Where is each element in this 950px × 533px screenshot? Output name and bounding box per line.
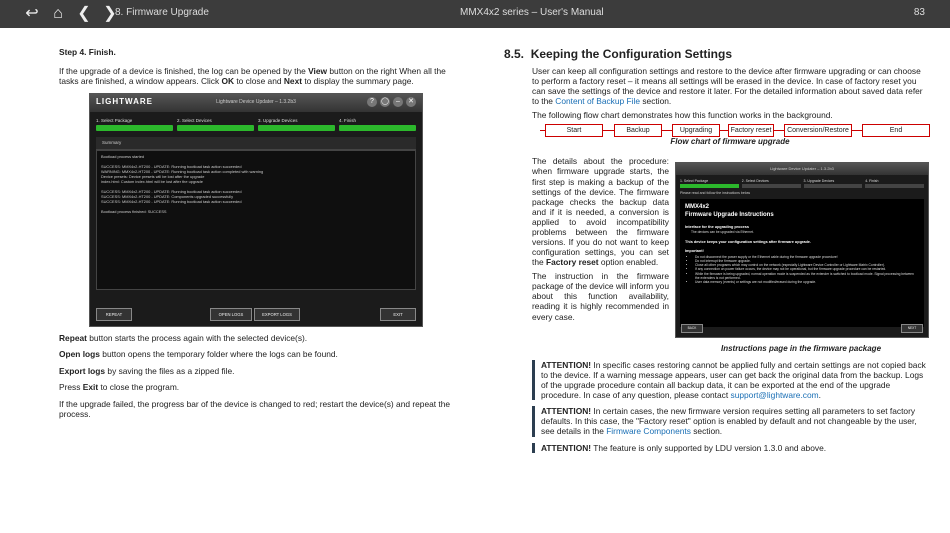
device-name: MMX4x2	[685, 204, 710, 210]
log-line: Device presets: Device presets will be lost after the upgrade	[101, 173, 205, 179]
top-bar	[0, 0, 950, 28]
screenshot-window-title: Lightware Device Updater – 1.3.2b3	[216, 98, 296, 105]
chevron-right-icon[interactable]: ❯	[103, 5, 117, 22]
left-column	[59, 47, 454, 426]
interface-heading: Interface for the upgrading process	[685, 224, 749, 229]
step-label: 3. Upgrade Devices	[803, 179, 835, 183]
progress-step	[96, 118, 173, 132]
progress-step	[339, 118, 416, 132]
list-item: • Close all other programs which may control on the network (especially Lightware Device Controller or Lightware Matrix Controller).	[695, 263, 919, 267]
log-line: SUCCESS: MMX4x2-HT200 - UPDATE: Running bootload task action succeeded	[101, 163, 242, 169]
attention-1	[532, 360, 928, 400]
important-list	[685, 255, 919, 285]
flow-step-end: End	[862, 124, 930, 137]
chevron-left-icon[interactable]: ❮	[77, 5, 91, 22]
attention-label: ATTENTION!	[541, 406, 592, 417]
list-item: • If any connection on power failure occurs, the device may not be operational, but the firmware upgrade procedure can be restarted.	[695, 267, 919, 271]
step-label: 4. Finish	[339, 117, 357, 123]
section-title: Keeping the Configuration Settings	[530, 47, 733, 61]
list-item: • Do not disconnect the power supply or the Ethernet cable during the firmware upgrade procedure!	[695, 255, 919, 259]
page-number: 83	[913, 7, 925, 18]
step-heading	[59, 47, 454, 58]
procedure-text	[532, 156, 669, 321]
attention-1-text: In specific cases restoring cannot be applied fully and certain settings are not copied back to the device. If a warning message appears, user can get back the original data from the backup. Logs of the upgrade procedure contain all backup data, it can be exported at the end of the upgrade procedure. In case of any question, please contact	[541, 360, 926, 401]
home-icon[interactable]: ⌂	[53, 5, 63, 22]
log-line: SUCCESS: MMX4x2-HT200 - UPDATE: Components upgraded successfully	[101, 194, 234, 200]
support-email-link[interactable]: support@lightware.com	[730, 390, 819, 401]
progress-steps	[90, 112, 422, 132]
repeat-button: REPEAT	[96, 308, 132, 321]
intro-text-4: to display the summary page.	[302, 76, 414, 86]
attention-3	[532, 443, 928, 453]
term-open-logs: Open logs	[59, 349, 100, 359]
paragraph-4: The instruction in the firmware package of the device will inform you about this function availability, reading it is highly recommended in every case.	[532, 271, 669, 322]
summary-screenshot	[89, 93, 423, 327]
step-label: 3. Upgrade Devices	[258, 117, 298, 123]
progress-bar	[742, 184, 801, 188]
export-logs-desc: by saving the files as a zipped file.	[105, 365, 235, 376]
progress-bar	[258, 125, 335, 131]
read-note: Please read and follow the instructions below	[680, 191, 751, 195]
flow-step-factory-reset: Factory reset	[728, 124, 774, 137]
shot2-steps	[676, 175, 928, 188]
progress-bar	[177, 125, 254, 131]
step-label: 2. Select Devices	[741, 179, 769, 183]
export-logs-paragraph	[59, 366, 454, 377]
nav-buttons	[22, 4, 120, 24]
step-label: 1. Select Package	[680, 179, 709, 183]
attention-label: ATTENTION!	[541, 360, 592, 370]
step-label: Step 4.	[59, 47, 87, 57]
progress-bar	[96, 125, 173, 131]
term-ok: OK	[221, 76, 235, 86]
instructions-heading: Firmware Upgrade Instructions	[685, 211, 774, 218]
flow-step-conversion: Conversion/Restore	[784, 124, 852, 137]
manual-title: MMX4x2 series – User's Manual	[460, 7, 604, 18]
progress-bar	[339, 125, 416, 131]
flow-caption: Flow chart of firmware upgrade	[670, 137, 790, 147]
help-icon: ?	[367, 97, 377, 107]
shot2-step	[680, 179, 739, 188]
failed-paragraph: If the upgrade failed, the progress bar of the device is changed to red; restart the device(s) and repeat the process.	[59, 398, 451, 419]
progress-bar	[680, 184, 739, 188]
list-item: • User data memory (events) or settings are not modified/erased during the upgrade.	[695, 280, 919, 284]
progress-step	[258, 118, 335, 132]
attention-2-end: section.	[690, 426, 723, 437]
screenshot-titlebar	[90, 94, 422, 112]
para1-end: section.	[640, 96, 672, 107]
repeat-paragraph	[59, 333, 454, 344]
term-repeat: Repeat	[59, 332, 87, 343]
log-line: SUCCESS: MMX4x2-HT200 - UPDATE: Running bootload task action succeeded	[101, 189, 242, 195]
section-heading	[504, 47, 928, 61]
attention-block	[532, 360, 928, 459]
log-line: WARNING: MMX4x2-HT200 - UPDATE: Running bootload task action completed with warning	[101, 168, 264, 174]
open-logs-button: OPEN LOGS	[210, 308, 252, 321]
step-title: Finish.	[88, 47, 116, 57]
term-next: Next	[283, 76, 303, 86]
section-number: 8.5.	[504, 47, 525, 61]
attention-label: ATTENTION!	[541, 442, 592, 453]
open-logs-paragraph	[59, 349, 454, 360]
exit-desc: to close the program.	[98, 382, 180, 392]
exit-pre: Press	[59, 382, 83, 392]
log-line: Bootload process finished: SUCCESS	[101, 209, 167, 215]
step-label: 1. Select Package	[96, 117, 133, 123]
lightware-logo: LIGHTWARE	[96, 96, 153, 106]
paragraph-3	[532, 156, 669, 267]
flow-step-upgrading: Upgrading	[672, 124, 720, 137]
intro-text-3: to close and	[234, 76, 284, 86]
paragraph-2: The following flow chart demonstrates how this function works in the background.	[532, 110, 833, 121]
progress-bar	[804, 184, 863, 188]
step-label: 2. Select Devices	[177, 117, 212, 123]
term-factory-reset: Factory reset	[545, 257, 599, 268]
step-label: 4. Finish	[865, 179, 879, 183]
summary-label: Summary	[96, 137, 416, 150]
important-label: Important!	[685, 248, 704, 253]
log-box	[96, 150, 416, 290]
backup-file-link[interactable]: Content of Backup File	[555, 96, 641, 107]
firmware-components-link[interactable]: Firmware Components	[606, 426, 691, 437]
para1-text: User can keep all configuration settings and restore to the device after firmware upgrading or can choose to perform a factory reset – it means all settings will be erased in the device. In case of factory reset you can save the settings of the device and restore it later. For the detailed information about saved data refer to the	[532, 66, 923, 107]
attention-3-text: The feature is only supported by LDU version 1.3.0 and above.	[591, 442, 827, 453]
interface-note: The devices can be upgraded via Ethernet.	[691, 229, 754, 234]
shot2-step	[865, 179, 924, 188]
attention-2	[532, 406, 928, 436]
log-line: SUCCESS: MMX4x2-HT200 - UPDATE: Running bootload task action succeeded	[101, 199, 242, 205]
next-button: NEXT	[901, 324, 923, 333]
screenshot-buttons	[96, 308, 416, 320]
right-column	[504, 47, 928, 453]
section-body	[532, 66, 928, 120]
intro-text-1: If the upgrade of a device is finished, the log can be opened by the	[59, 65, 309, 76]
para3-text: The details about the procedure: when firmware upgrade starts, the first step is making a backup of the settings of the device. The firmware package checks the backup data and if it is needed, a conversion is applied to avoid incompatibility problems between the firmware versions. If you do not want to keep configuration settings, you can set the	[532, 156, 669, 268]
shot2-step	[804, 179, 863, 188]
term-export-logs: Export logs	[59, 365, 106, 376]
para3-end: option enabled.	[598, 257, 659, 268]
window-buttons	[367, 97, 416, 107]
instructions-screenshot	[675, 162, 929, 338]
back-icon[interactable]: ↩	[25, 5, 39, 22]
progress-step	[177, 118, 254, 132]
intro-paragraph	[59, 66, 454, 87]
chapter-title: 8. Firmware Upgrade	[115, 7, 209, 18]
attention-2-text: In certain cases, the new firmware version requires setting all parameters to set factory defaults. In this case, the "Factory reset" option is enabled by default and not changeable by the user, see details in the	[541, 406, 917, 437]
repeat-desc: button starts the process again with the selected device(s).	[86, 332, 308, 343]
shot2-step	[742, 179, 801, 188]
log-line: Bootload process started	[101, 153, 145, 159]
settings-icon: ◯	[381, 97, 389, 105]
close-icon: ✕	[406, 97, 416, 107]
flow-chart	[532, 124, 928, 147]
term-view: View	[308, 65, 328, 76]
intro-text-2: button on the right When all the tasks are finished, a window appears. Click	[59, 65, 446, 86]
shot2-titlebar: Lightware Device Updater – 1.3.2b3	[676, 163, 928, 175]
list-item: • While the firmware is being upgraded, normal operation mode is suspended as the extender is switched to bootload mode. Signal processing between the extenders is not performed.	[695, 272, 919, 281]
instructions-panel	[680, 199, 924, 327]
instructions-caption: Instructions page in the firmware package	[720, 344, 882, 353]
export-logs-button: EXPORT LOGS	[254, 308, 300, 321]
back-button: BACK	[681, 324, 703, 333]
flow-step-backup: Backup	[614, 124, 662, 137]
exit-paragraph	[59, 382, 454, 393]
flow-step-start: Start	[545, 124, 603, 137]
log-line: index.html: Custom index.html will be lost after the upgrade	[101, 179, 203, 185]
minimize-icon: –	[393, 97, 403, 107]
open-logs-desc: button opens the temporary folder where the logs can be found.	[99, 349, 338, 359]
progress-bar	[865, 184, 924, 188]
paragraph-1	[532, 66, 928, 106]
attention-1-end: .	[818, 390, 821, 401]
term-exit: Exit	[82, 382, 99, 392]
keep-note: This device keeps your configuration settings after firmware upgrade.	[685, 239, 811, 244]
list-item: • Do not interrupt the firmware upgrade.	[695, 259, 919, 263]
exit-button: EXIT	[380, 308, 416, 321]
